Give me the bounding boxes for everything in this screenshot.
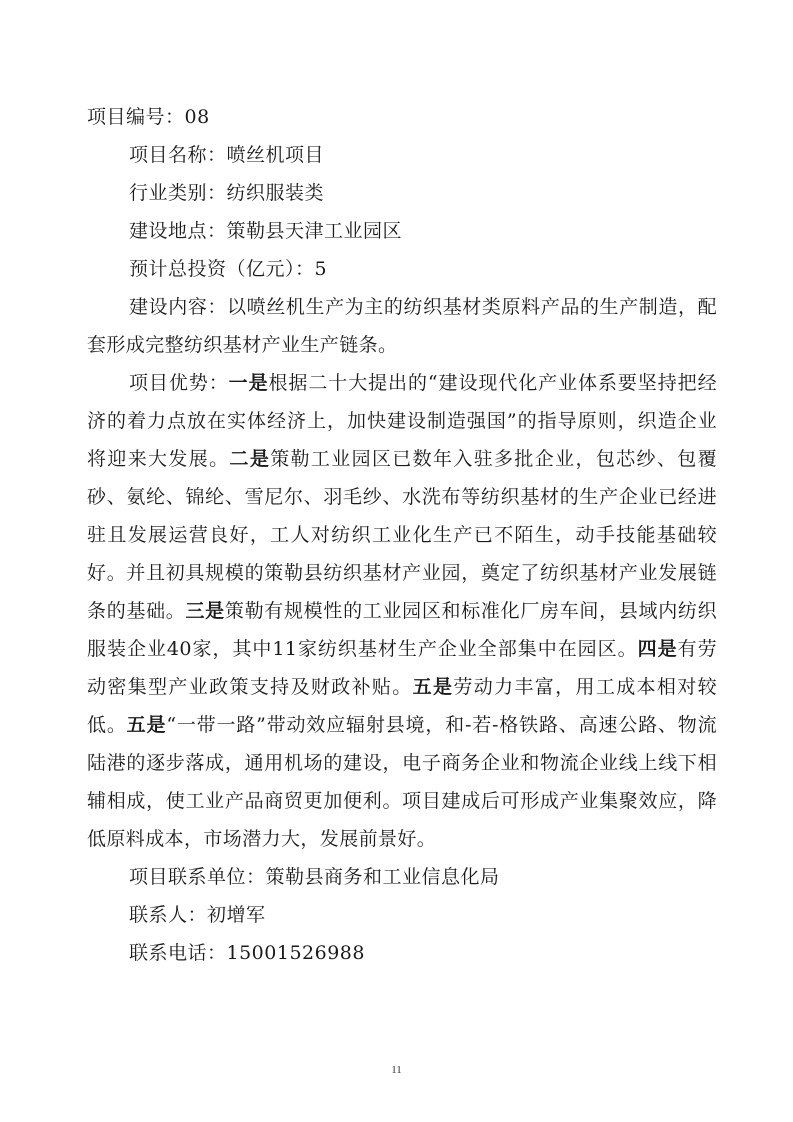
industry-category: 行业类别：纺织服装类 — [129, 182, 325, 204]
advantage-text-2: 策勒工业园区已数年入驻多批企业，包芯纱、包覆砂、氨纶、锦纶、雪尼尔、羽毛纱、水洗布等纺织基材的生产企业已经进驻且发展运营良好，工人对纺织工业化生产已不陌生，动手技能基础较好。并且初具规模的策勒县纺织基材产业园，奠定了纺织基材产业发展链条的基础。 — [87, 448, 717, 622]
advantage-label-4: 四是 — [637, 638, 678, 660]
advantage-label-2: 二是 — [229, 448, 271, 470]
construction-content: 建设内容：以喷丝机生产为主的纺织基材类原料产品的生产制造，配套形成完整纺织基材产业生产链条。 — [87, 296, 717, 356]
advantage-label-6: 五是 — [126, 714, 167, 736]
contact-person: 联系人：初增军 — [129, 904, 266, 926]
advantage-label-1: 一是 — [228, 372, 269, 394]
contact-unit: 项目联系单位：策勒县商务和工业信息化局 — [129, 866, 500, 888]
advantage-label-3: 三是 — [185, 600, 225, 622]
advantage-text-3: 策勒有规模性的工业园区和标准化厂房车间，县域内纺织服装企业40家，其中11家纺织基材生产企业全部集中在园区。 — [87, 600, 717, 660]
advantage-text-1: 根据二十大提出的“建设现代化产业体系要坚持把经济的着力点放在实体经济上，加快建设制造强国”的指导原则，织造企业将迎来大发展。 — [87, 372, 717, 470]
advantage-text-6: “一带一路”带动效应辐射县境，和-若-格铁路、高速公路、物流陆港的逐步落成，通用机场的建设，电子商务企业和物流企业线上线下相辅相成，使工业产品商贸更加便利。项目建成后可形成产业集聚效应，降低原料成本，市场潜力大，发展前景好。 — [87, 714, 717, 850]
document-body — [87, 98, 717, 972]
contact-phone: 联系电话：15001526988 — [129, 942, 365, 964]
construction-location: 建设地点：策勒县天津工业园区 — [129, 220, 403, 242]
page-number: 11 — [391, 1064, 402, 1076]
advantages-intro: 项目优势： — [129, 372, 229, 394]
advantage-text-4: 有劳动密集型产业政策支持及财政补贴。 — [87, 638, 717, 698]
advantage-label-5: 五是 — [412, 676, 454, 698]
project-number: 项目编号：08 — [87, 106, 210, 128]
total-investment: 预计总投资（亿元）：5 — [129, 258, 328, 280]
project-name: 项目名称：喷丝机项目 — [129, 144, 325, 166]
advantage-text-5: 劳动力丰富，用工成本相对较低。 — [87, 676, 718, 736]
project-advantages — [87, 364, 717, 858]
